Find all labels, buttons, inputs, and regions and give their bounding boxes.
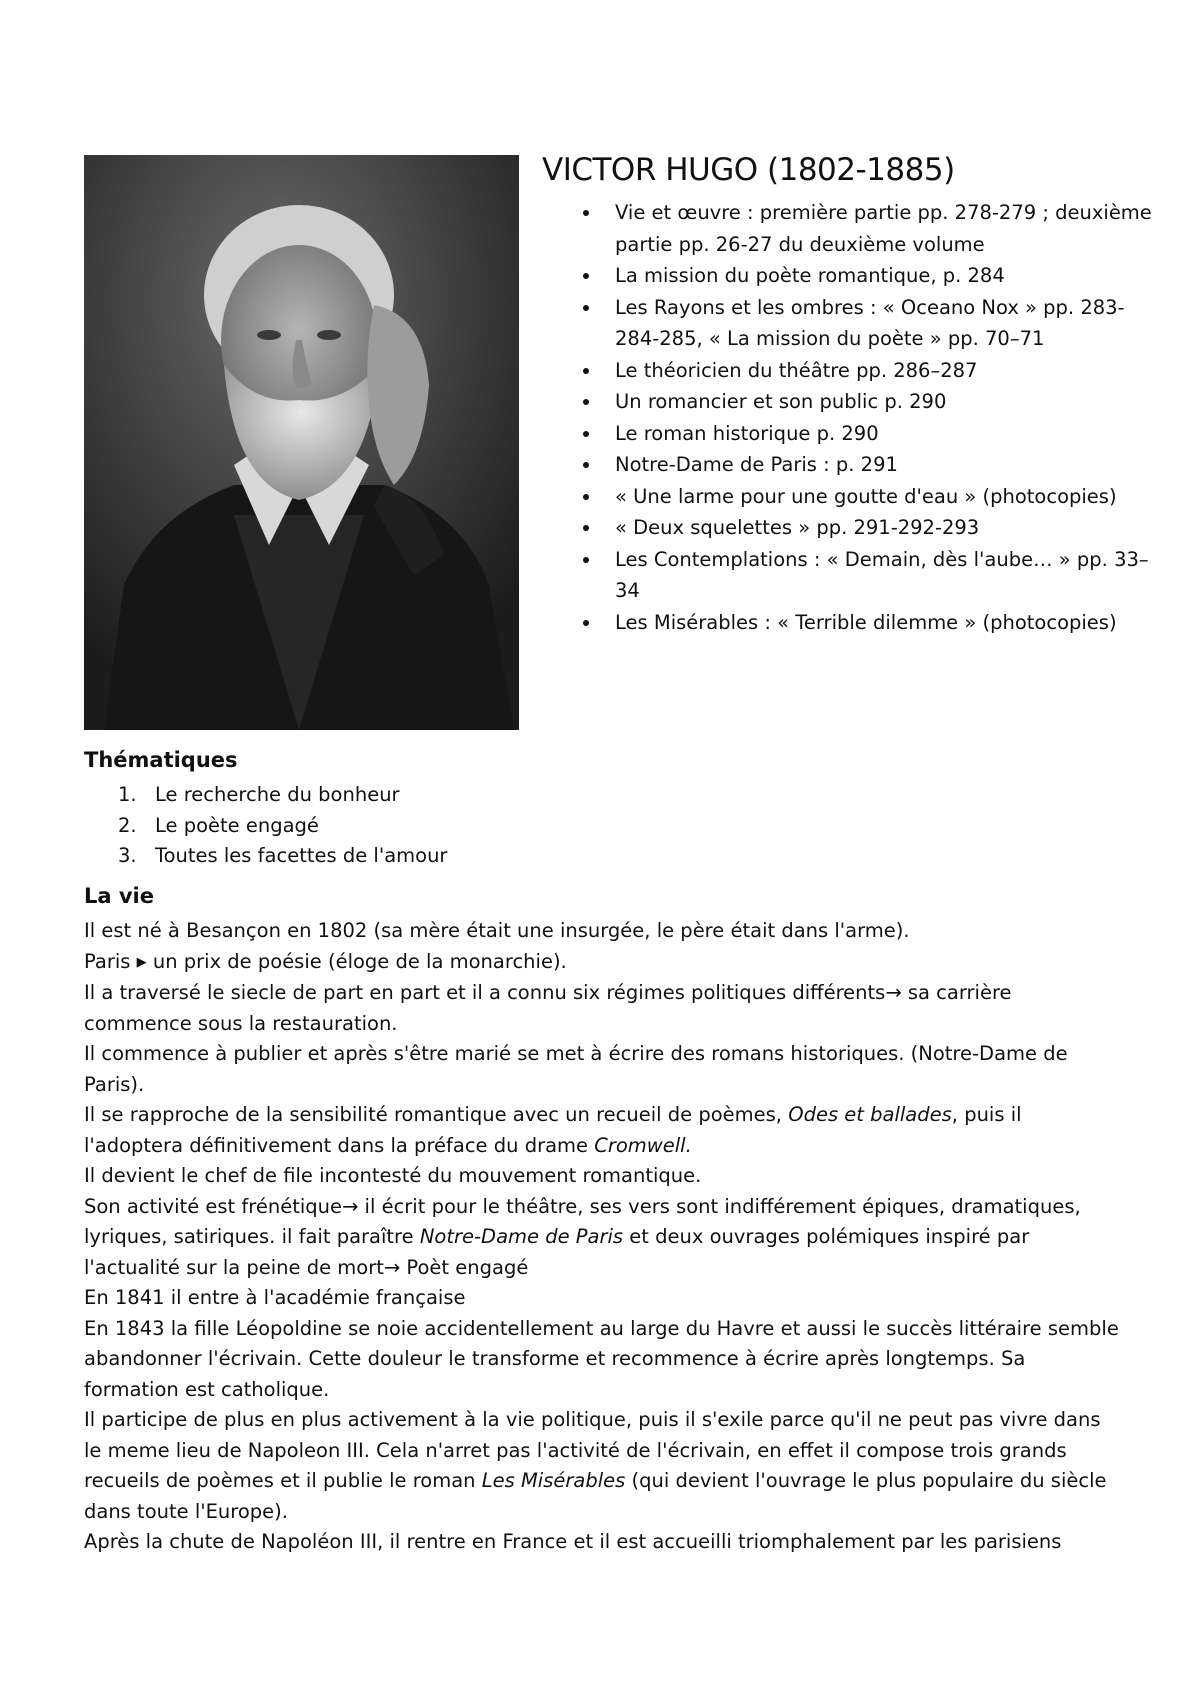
paragraph (84, 1405, 1124, 1527)
text-span: (qui devient l'ouvrage le plus populaire du siècle dans toute l'Europe). (84, 1469, 1107, 1523)
portrait-image (84, 155, 519, 730)
text-span: Son activité est frénétique→ il écrit pour le théâtre, ses vers sont indifférement épiques, dramatiques, lyriques, satiriques. il fait paraître (84, 1194, 1081, 1248)
text-span: un prix de poésie (éloge de la monarchie). (146, 949, 567, 973)
list-item: Vie et œuvre : première partie pp. 278-279 ; deuxième partie pp. 26-27 du deuxième volume (615, 197, 1160, 260)
italic-title: Notre-Dame de Paris (419, 1225, 624, 1248)
themes-heading: Thématiques (84, 748, 238, 772)
page-title: VICTOR HUGO (1802-1885) (542, 152, 955, 188)
paragraph: Après la chute de Napoléon III, il rentre en France et il est accueilli triomphalement par les parisiens (84, 1530, 1062, 1553)
list-item: « Deux squelettes » pp. 291-292-293 (615, 512, 1160, 544)
paragraph: En 1843 la fille Léopoldine se noie accidentellement au large du Havre et aussi le succès littéraire semble abandonner l'écrivain. Cette douleur le transforme et recommence à écrire après longtemps. Sa formation est catholique. (84, 1316, 1119, 1401)
works-list (583, 197, 1160, 638)
theme-text: Le poète engagé (155, 813, 319, 837)
list-item: Les Contemplations : « Demain, dès l'aube… » pp. 33–34 (615, 544, 1160, 607)
paragraph (84, 947, 1124, 979)
paragraph: En 1841 il entre à l'académie française (84, 1286, 466, 1309)
text-span: Paris (84, 949, 137, 973)
theme-item (118, 780, 718, 811)
paragraph: Il commence à publier et après s'être marié se met à écrire des romans historiques. (Notre-Dame de Paris). (84, 1042, 1068, 1096)
paragraph (84, 1192, 1124, 1284)
list-item: La mission du poète romantique, p. 284 (615, 260, 1160, 292)
list-item: Les Rayons et les ombres : « Oceano Nox » pp. 283-284-285, « La mission du poète » pp. 70–71 (615, 292, 1160, 355)
theme-item (118, 841, 718, 872)
vie-body (84, 916, 1124, 1558)
theme-number: 2. (118, 813, 137, 837)
italic-title: Odes et ballades (788, 1103, 952, 1126)
text-span: Il participe de plus en plus activement à la vie politique, puis il s'exile parce qu'il ne peut pas vivre dans le meme lieu de Napoleon III. Cela n'arret pas l'activité de l'écrivain, en effet il compose trois grands recueils de poèmes et il publie le roman (84, 1408, 1101, 1492)
portrait-photo (84, 155, 519, 730)
list-item: Les Misérables : « Terrible dilemme » (photocopies) (615, 607, 1160, 639)
list-item: Le roman historique p. 290 (615, 418, 1160, 450)
arrow-right-icon: ▶ (136, 954, 147, 970)
text-span: , puis il l'adoptera définitivement dans la préface du drame (84, 1103, 1022, 1157)
vie-heading: La vie (84, 884, 154, 908)
list-item: « Une larme pour une goutte d'eau » (photocopies) (615, 481, 1160, 513)
italic-title: Les Misérables (481, 1469, 626, 1492)
list-item: Un romancier et son public p. 290 (615, 386, 1160, 418)
text-span: Il se rapproche de la sensibilité romantique avec un recueil de poèmes, (84, 1103, 789, 1126)
list-item: Le théoricien du théâtre pp. 286–287 (615, 355, 1160, 387)
list-item: Notre-Dame de Paris : p. 291 (615, 449, 1160, 481)
paragraph: Il est né à Besançon en 1802 (sa mère était une insurgée, le père était dans l'arme). (84, 919, 910, 942)
text-span: et deux ouvrages polémiques inspiré par l'actualité sur la peine de mort→ Poèt engagé (84, 1225, 1030, 1279)
themes-list (118, 780, 718, 872)
theme-text: Le recherche du bonheur (155, 783, 400, 806)
italic-title: Cromwell. (594, 1133, 692, 1157)
theme-text: Toutes les facettes de l'amour (155, 844, 448, 867)
paragraph (84, 1100, 1124, 1161)
theme-number: 1. (118, 783, 137, 806)
theme-item (118, 811, 718, 842)
theme-number: 3. (118, 844, 137, 867)
paragraph: Il a traversé le siecle de part en part et il a connu six régimes politiques différents→ sa carrière commence sous la restauration. (84, 981, 1012, 1035)
paragraph: Il devient le chef de file incontesté du mouvement romantique. (84, 1164, 702, 1187)
